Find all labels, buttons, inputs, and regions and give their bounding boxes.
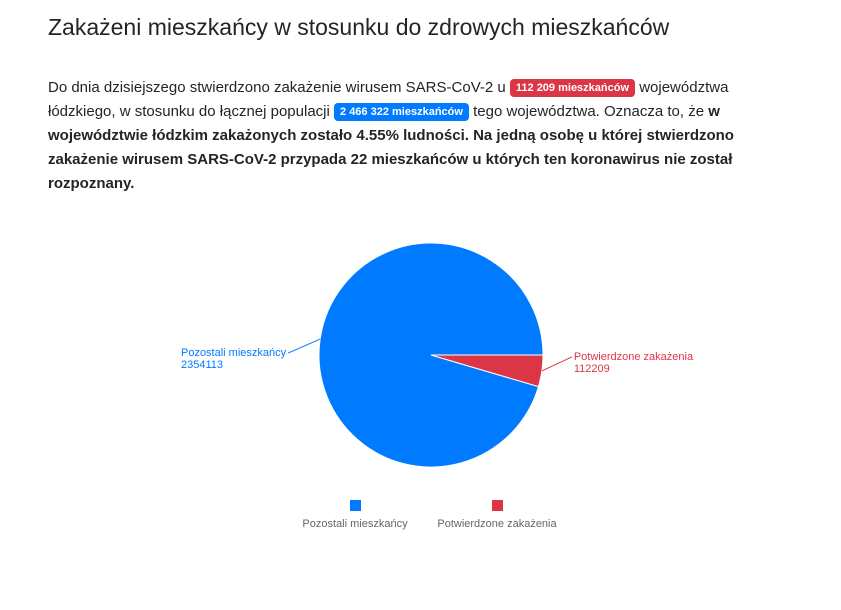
page-title: Zakażeni mieszkańcy w stosunku do zdrowych mieszkańców xyxy=(48,14,670,40)
slice-name-label: Potwierdzone zakażenia xyxy=(573,350,694,363)
desc-text-3: tego województwa. Oznacza to, że xyxy=(468,103,709,120)
legend-item-healthy[interactable] xyxy=(302,500,408,530)
legend-swatch xyxy=(350,500,361,511)
slice-value-label: 112209 xyxy=(573,362,610,375)
slice-name-label: Pozostali mieszkańcy xyxy=(180,347,287,360)
summary-bold-text: w województwie łódzkim zakażonych zostało 4.55% ludności. Na jedną osobę u której stwierdzono zakażenie wirusem SARS-CoV-2 przypada 22 mieszkańców u których ten koronawirus nie został rozpoznany. xyxy=(48,103,734,192)
desc-text-2: województwa łódzkiego, w stosunku do łącznej populacji xyxy=(48,79,729,120)
legend-swatch xyxy=(492,500,503,511)
chart-legend[interactable] xyxy=(302,500,557,530)
legend-item-infected[interactable] xyxy=(437,500,557,530)
slice-value-label: 2354113 xyxy=(180,359,224,372)
label-leader-line xyxy=(542,357,572,371)
desc-text-1: Do dnia dzisiejszego stwierdzono zakażenie wirusem SARS-CoV-2 u xyxy=(48,79,510,96)
infected-count-badge: 112 209 mieszkańców xyxy=(510,79,635,97)
legend-label: Potwierdzone zakażenia xyxy=(437,518,557,530)
label-leader-line xyxy=(288,339,320,353)
legend-label: Pozostali mieszkańcy xyxy=(302,518,408,530)
pie-slices xyxy=(319,243,543,467)
population-count-badge: 2 466 322 mieszkańców xyxy=(334,103,469,121)
